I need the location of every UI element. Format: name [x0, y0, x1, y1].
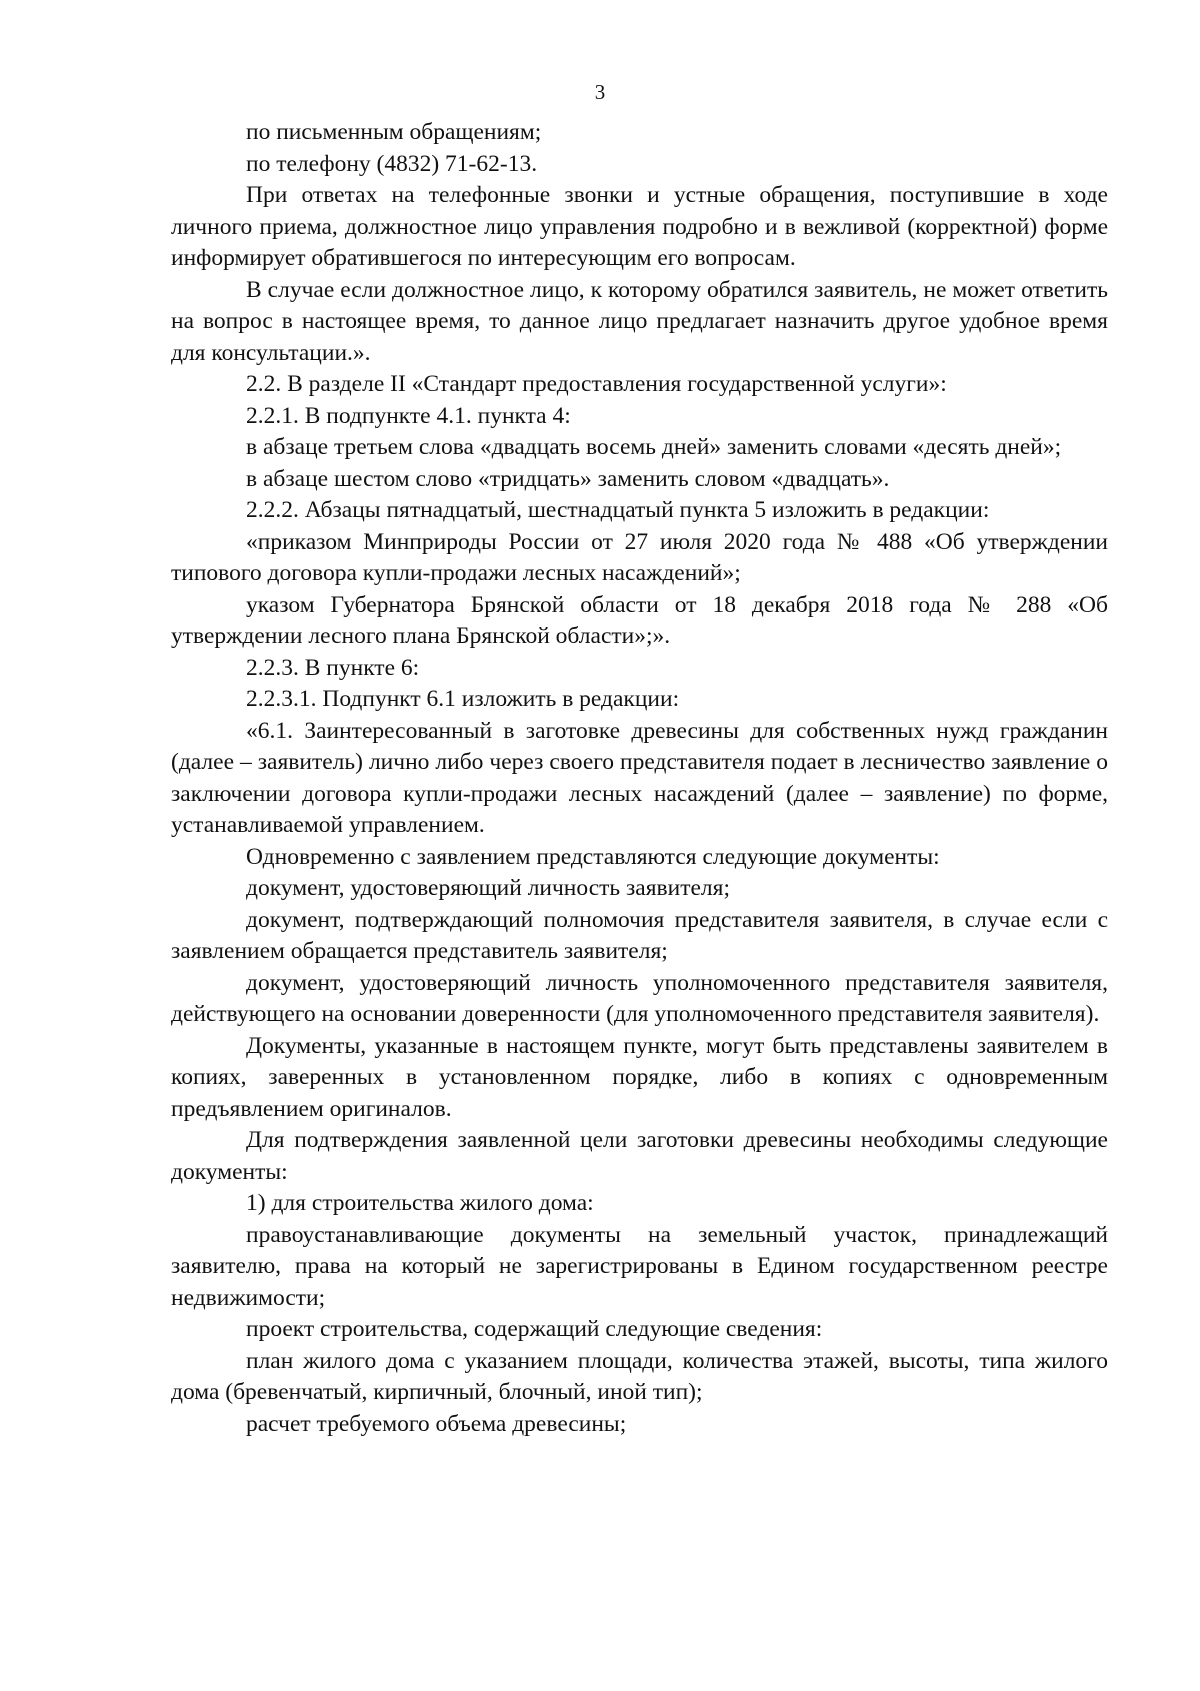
page-number: 3	[594, 80, 606, 104]
paragraph: 2.2.3.1. Подпункт 6.1 изложить в редакции:	[246, 686, 680, 712]
paragraph: 2.2.1. В подпункте 4.1. пункта 4:	[246, 402, 571, 429]
paragraph: план жилого дома с указанием площади, количества этажей, высоты, типа жилого дома (бревенчатый, кирпичный, блочный, иной тип);	[171, 1347, 1108, 1405]
paragraph: проект строительства, содержащий следующие сведения:	[246, 1316, 823, 1342]
paragraph: расчет требуемого объема древесины;	[246, 1410, 627, 1437]
paragraph: по телефону (4832) 71-62-13.	[246, 150, 538, 177]
paragraph: правоустанавливающие документы на земельный участок, принадлежащий заявителю, права на который не зарегистрированы в Едином государственном реестре недвижимости;	[171, 1221, 1108, 1311]
paragraph: «приказом Минприроды России от 27 июля 2020 года № 488 «Об утверждении типового договора купли-продажи лесных насаждений»;	[171, 528, 1108, 586]
paragraph: Одновременно с заявлением представляются следующие документы:	[246, 843, 940, 870]
paragraph: в абзаце третьем слова «двадцать восемь дней» заменить словами «десять дней»;	[246, 434, 1062, 460]
paragraph: 2.2.3. В пункте 6:	[246, 654, 420, 681]
paragraph: При ответах на телефонные звонки и устные обращения, поступившие в ходе личного приема, должностное лицо управления подробно и в вежливой (корректной) форме информирует обратившегося по интересующим его вопросам.	[171, 182, 1108, 271]
paragraph: указом Губернатора Брянской области от 18 декабря 2018 года № 288 «Об утверждении лесного плана Брянской области»;».	[171, 591, 1108, 649]
paragraph: «6.1. Заинтересованный в заготовке древесины для собственных нужд гражданин (далее – заявитель) лично либо через своего представителя подает в лесничество заявление о заключении договора купли-продажи лесных насаждений (далее – заявление) по форме, устанавливаемой управлением.	[171, 717, 1108, 838]
paragraph: по письменным обращениям;	[246, 119, 542, 145]
paragraph: Документы, указанные в настоящем пункте, могут быть представлены заявителем в копиях, заверенных в установленном порядке, либо в копиях с одновременным предъявлением оригиналов.	[171, 1032, 1108, 1122]
paragraph: документ, подтверждающий полномочия представителя заявителя, в случае если с заявлением обращается представитель заявителя;	[171, 906, 1108, 964]
paragraph: 2.2. В разделе II «Стандарт предоставления государственной услуги»:	[246, 371, 947, 397]
paragraph: В случае если должностное лицо, к которому обратился заявитель, не может ответить на вопрос в настоящее время, то данное лицо предлагает назначить другое удобное время для консультации.».	[171, 276, 1108, 366]
paragraph: документ, удостоверяющий личность заявителя;	[246, 875, 730, 901]
paragraph: 1) для строительства жилого дома:	[246, 1190, 594, 1216]
paragraph: в абзаце шестом слово «тридцать» заменить словом «двадцать».	[246, 465, 890, 492]
paragraph: документ, удостоверяющий личность уполномоченного представителя заявителя, действующего на основании доверенности (для уполномоченного представителя заявителя).	[171, 969, 1108, 1027]
document-body	[171, 117, 1108, 1440]
paragraph: 2.2.2. Абзацы пятнадцатый, шестнадцатый пункта 5 изложить в редакции:	[246, 497, 990, 523]
paragraph: Для подтверждения заявленной цели заготовки древесины необходимы следующие документы:	[171, 1127, 1108, 1185]
